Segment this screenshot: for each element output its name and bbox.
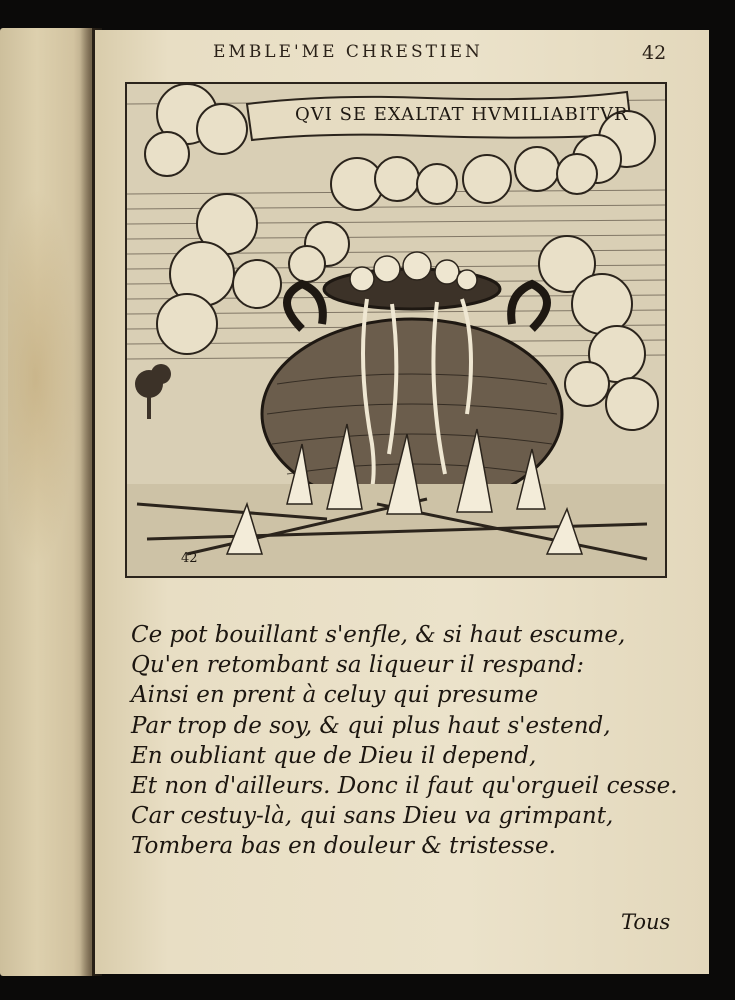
- emblem-motto: QVI SE EXALTAT HVMILIABITVR: [295, 104, 629, 125]
- verse-line: Tombera bas en douleur & tristesse.: [131, 833, 556, 860]
- plate-number: 42: [181, 551, 198, 566]
- pot-handle-left: [287, 284, 323, 329]
- right-page: [95, 30, 709, 974]
- verse-line: Par trop de soy, & qui plus haut s'estend,: [131, 712, 611, 739]
- page-header: [95, 40, 709, 70]
- pot-handle-right: [511, 284, 547, 329]
- catchword: Tous: [621, 910, 671, 934]
- verse-line: Car cestuy-là, qui sans Dieu va grimpant,: [131, 803, 614, 830]
- verse-line: Ainsi en prent à celuy qui presume: [131, 682, 539, 709]
- verse-line: Qu'en retombant sa liqueur il respand:: [131, 652, 584, 679]
- emblem-engraving: [125, 82, 667, 578]
- verse-line: En oubliant que de Dieu il depend,: [131, 742, 537, 769]
- running-head: EMBLE'ME CHRESTIEN: [213, 42, 483, 62]
- background-edge: [709, 30, 735, 974]
- page-number: 42: [642, 42, 667, 64]
- left-page-edge: [0, 28, 92, 976]
- verse-line: Ce pot bouillant s'enfle, & si haut escume,: [131, 622, 626, 648]
- distant-tree: [135, 364, 171, 419]
- paper-stain: [8, 188, 78, 568]
- poem: [131, 620, 691, 862]
- verse-line: Et non d'ailleurs. Donc il faut qu'orgueil cesse.: [131, 773, 678, 800]
- boiling-pot-illustration: [127, 84, 665, 576]
